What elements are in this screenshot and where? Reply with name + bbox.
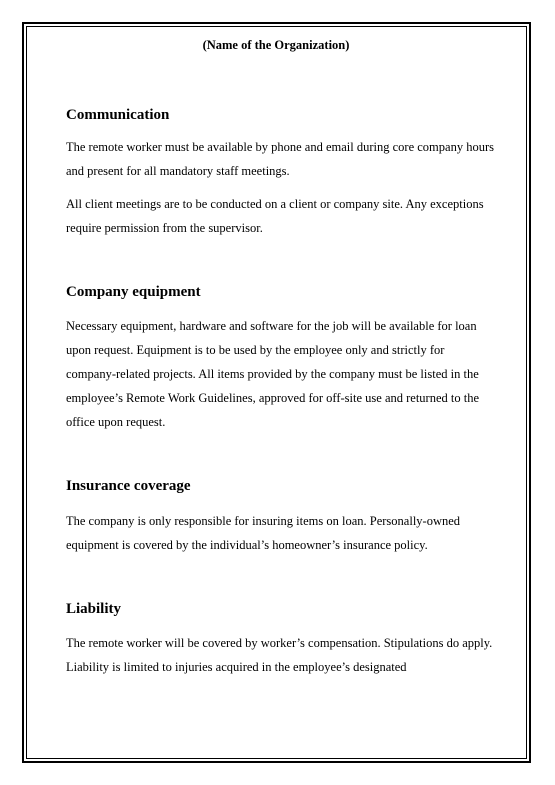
section-paragraph: All client meetings are to be conducted on a client or company site. Any exceptions require permission from the supervisor.	[66, 197, 484, 235]
section-paragraph: Necessary equipment, hardware and software for the job will be available for loan upon request. Equipment is to be used by the employee only and strictly for company-related projects. All items provided by the company must be listed in the employee’s Remote Work Guidelines, approved for off-site use and returned to the office upon request.	[66, 319, 480, 429]
section-heading-company-equipment: Company equipment	[66, 284, 201, 300]
organization-name: (Name of the Organization)	[202, 38, 350, 52]
section-paragraph: The company is only responsible for insuring items on loan. Personally-owned equipment is covered by the individual’s homeowner’s insurance policy.	[66, 514, 461, 552]
section-heading-insurance-coverage: Insurance coverage	[66, 478, 191, 494]
section-paragraph: The remote worker will be covered by worker’s compensation. Stipulations do apply. Liability is limited to injuries acquired in the employee’s designated	[66, 636, 493, 674]
section-heading-communication: Communication	[66, 107, 170, 123]
section-paragraph: The remote worker must be available by phone and email during core company hours and present for all mandatory staff meetings.	[66, 140, 494, 178]
section-heading-liability: Liability	[66, 601, 122, 617]
